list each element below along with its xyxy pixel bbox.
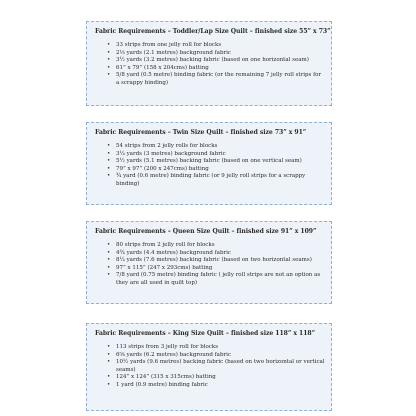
requirements-list-twin <box>95 143 325 189</box>
bullet-icon: • <box>107 143 111 149</box>
list-item: • 79” x 97” (200 x 247cms) batting <box>107 165 209 172</box>
list-item: • 1 yard (0.9 metre) binding fabric <box>107 381 208 388</box>
box-title-twin: Fabric Requirements – Twin Size Quilt – finished size 73” x 91” <box>95 129 307 136</box>
bullet-icon: • <box>107 49 111 56</box>
box-title-queen: Fabric Requirements – Queen Size Quilt – finished size 91” x 109” <box>95 228 317 235</box>
list-item: • 3½ yards (3.2 metres) backing fabric (based on one horizontal seam) <box>107 57 309 64</box>
bullet-icon: • <box>107 249 111 256</box>
bullet-icon: • <box>107 374 111 381</box>
fabric-box-toddler <box>86 21 332 106</box>
bullet-icon: • <box>107 381 111 388</box>
list-item: • 3¼ yards (3 metres) background fabric <box>107 150 226 157</box>
bullet-icon: • <box>107 72 111 79</box>
list-item: • 5½ yards (5.1 metres) backing fabric (based on one vertical seam) <box>107 158 302 165</box>
list-item: • 61” x 79” (158 x 204cms) batting <box>107 64 209 71</box>
bullet-icon: • <box>107 64 111 71</box>
bullet-icon: • <box>107 165 111 172</box>
bullet-icon: • <box>107 344 111 350</box>
requirements-list-queen <box>95 242 325 288</box>
box-title-toddler: Fabric Requirements – Toddler/Lap Size Quilt – finished size 55” x 73” <box>95 28 331 35</box>
bullet-icon: • <box>107 242 111 248</box>
fabric-box-queen <box>86 221 332 304</box>
list-item: • 2⅓ yards (2.1 metres) background fabric <box>107 49 231 56</box>
bullet-icon: • <box>107 351 111 358</box>
requirements-list-toddler <box>95 42 325 88</box>
list-item: • 5/8 yard (0.5 metre) binding fabric (or the remaining 7 jelly roll strips for a scrappy binding) <box>107 72 322 86</box>
bullet-icon: • <box>107 57 111 64</box>
bullet-icon: • <box>107 272 111 279</box>
list-item: • 33 strips from one jelly roll for blocks <box>107 42 222 48</box>
bullet-icon: • <box>107 257 111 264</box>
list-item: • 10½ yards (9.6 metres) backing fabric (based on two horizontal or vertical seams) <box>107 359 325 373</box>
bullet-icon: • <box>107 158 111 165</box>
list-item: • 54 strips from 2 jelly rolls for blocks <box>107 143 218 149</box>
list-item: • 8¼ yards (7.6 metres) backing fabric (based on two horizontal seams) <box>107 257 312 264</box>
bullet-icon: • <box>107 42 111 48</box>
list-item: • ¾ yard (0.6 metre) binding fabric (or 9 jelly roll strips for a scrappy binding) <box>107 173 306 187</box>
bullet-icon: • <box>107 173 111 180</box>
fabric-box-king <box>86 323 332 411</box>
list-item: • 97” x 115” (247 x 293cms) batting <box>107 264 213 271</box>
bullet-icon: • <box>107 150 111 157</box>
bullet-icon: • <box>107 264 111 271</box>
box-title-king: Fabric Requirements – King Size Quilt – finished size 118” x 118” <box>95 330 316 337</box>
requirements-list-king <box>95 344 325 390</box>
list-item: • 124” x 124” (315 x 315cms) batting <box>107 374 216 381</box>
list-item: • 113 strips from 3 jelly roll for blocks <box>107 344 219 350</box>
fabric-box-twin <box>86 122 332 205</box>
list-item: • 4¾ yards (4.4 metres) background fabric <box>107 249 231 256</box>
bullet-icon: • <box>107 359 111 366</box>
list-item: • 80 strips from 2 jelly roll for blocks <box>107 242 215 248</box>
list-item: • 7/8 yard (0.75 metre) binding fabric ( jelly roll strips are not an option as they are all used in quilt top) <box>107 272 321 286</box>
list-item: • 6⅝ yards (6.2 metres) background fabric <box>107 351 231 358</box>
